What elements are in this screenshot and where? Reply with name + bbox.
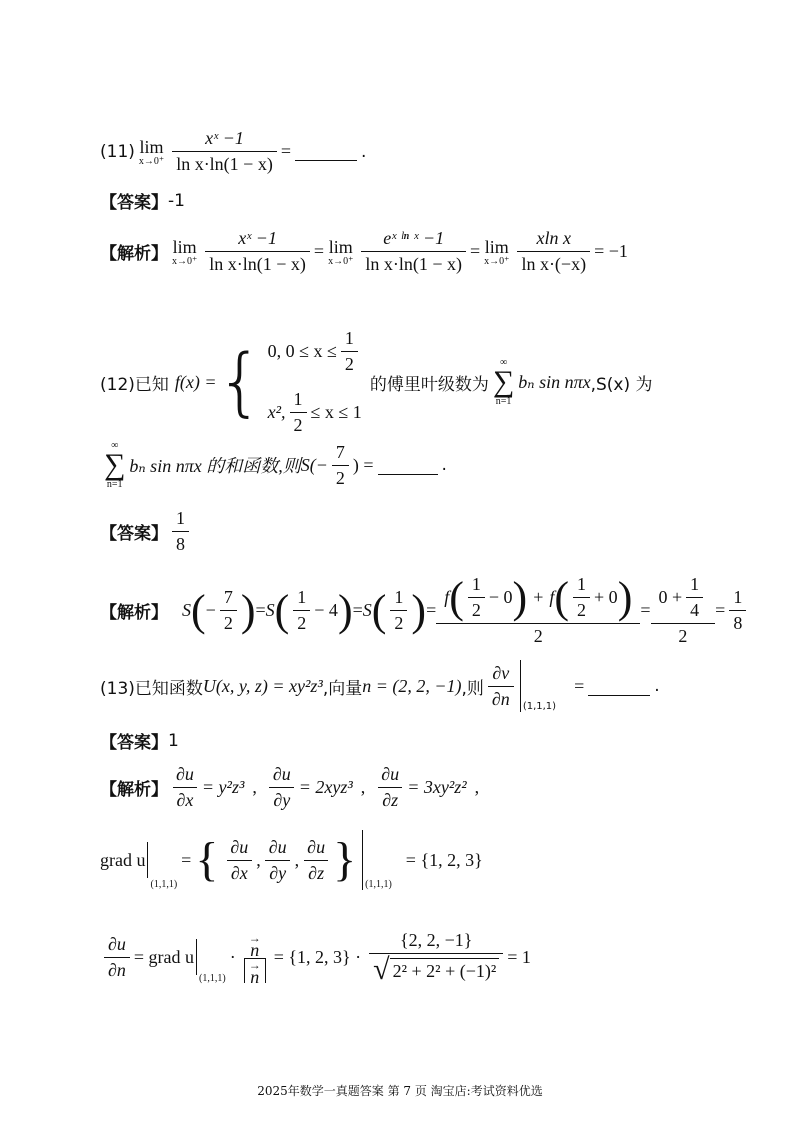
answer-value: 1 — [168, 730, 179, 751]
solution-13: 【解析】 $\frac{\partial u}{\partial x}$ = y²z³ , $\frac{\partial u}{\partial y}$ = 2xyz³ , $\frac{\partial u}{\partial z}$ = 3xy²z² , — [100, 764, 480, 810]
page-footer: 2025年数学一真题答案 第 7 页 淘宝店:考试资料优选 — [257, 1084, 543, 1098]
question-13: (13)已知函数 U(x, y, z) = xy²z³ ,向量 n = (2, 2, −1) ,则 $\frac{\partial v}{\partial n}$ (1,1,1) = . — [100, 660, 660, 712]
solution-11: 【解析】 lim x→0⁺ $\frac{\text{xˣ −1}}{\text{ln x·ln(1 − x)}}$ = lim x→0⁺ $\frac{\text{eˣ ˡⁿ ˣ −1}}{\text{ln x·ln(1 − x)}}$ = lim x→0⁺ $\frac{\text{xln x}}{\text{ln x·(−x)}}$ = −1 — [100, 228, 628, 274]
answer-label: 【答案】 — [100, 193, 168, 213]
question-11: (11) lim x→0⁺ $\frac{\text{xˣ −1}}{\text{ln x·ln(1 − x)}}$ = . — [100, 128, 367, 174]
answer-12 — [100, 508, 193, 555]
answer-label: 【答案】 — [100, 733, 168, 753]
question-label: (11) — [100, 141, 135, 162]
answer-value: -1 — [168, 190, 185, 211]
solution-label: 【解析】 — [100, 780, 168, 800]
answer-blank — [295, 142, 357, 161]
question-label: (12)已知 — [100, 374, 169, 395]
question-12: (12)已知 f(x) = { 0, 0 ≤ x ≤ $\frac{1}{2}$ x², $\frac{1}{2}$ ≤ x ≤ 1 的傅里叶级数为 ∞ ∑ n=1 bₙ sin nπx ,S(x) 为 — [100, 328, 653, 435]
question-12-cont: ∞ ∑ n=1 bₙ sin nπx 的和函数,则 S(− $\frac{7}{2}$ ) = . — [104, 440, 447, 490]
answer-11 — [100, 188, 185, 213]
solution-label: 【解析】 — [100, 603, 168, 623]
piecewise-cases: 0, 0 ≤ x ≤ $\frac{1}{2}$ x², $\frac{1}{2}$ ≤ x ≤ 1 — [267, 328, 362, 435]
limit: lim x→0⁺ — [138, 136, 165, 167]
sum: ∞ ∑ n=1 — [492, 357, 515, 407]
answer-label: 【答案】 — [100, 524, 168, 544]
solution-12: 【解析】 S ( − $\frac{7}{2}$ ) = S ( $\frac{1}{2}$ − 4 ) = S ( $\frac{1}{2}$ ) = f ( $\frac{1}{2}$ − 0 ) + f ( $\frac{1}{2}$ + 0 ) 2 = 0 + $\frac{1}{4}$ 2 = $\frac{1}{8}$ — [100, 574, 750, 647]
answer-blank — [378, 456, 438, 475]
directional-derivative: $\frac{\partial u}{\partial n}$ = grad u (1,1,1) · → n → n = {1, 2, 3} · {2, 2, −1} √ 2² + 2² + (−1)² = 1 — [100, 930, 531, 984]
question-label: (13)已知函数 — [100, 678, 203, 699]
brace: { — [216, 339, 264, 425]
big-fraction: f ( $\frac{1}{2}$ − 0 ) + f ( $\frac{1}{2}$ + 0 ) 2 — [440, 574, 636, 647]
solution-label: 【解析】 — [100, 244, 168, 264]
sum: ∞ ∑ n=1 — [104, 440, 126, 490]
answer-value: $\frac{1}{8}$ — [172, 508, 189, 555]
answer-13 — [100, 728, 179, 753]
gradient-line: grad u (1,1,1) = { $\frac{\partial u}{\partial x}$ , $\frac{\partial u}{\partial y}$ , $\frac{\partial u}{\partial z}$ } (1,1,1) = {1, 2, 3} — [100, 830, 483, 890]
square-root: √ 2² + 2² + (−1)² — [373, 956, 499, 984]
fraction: $\frac{\text{xˣ −1}}{\text{ln x·ln(1 − x)}}$ — [172, 128, 277, 175]
answer-blank — [588, 677, 650, 696]
evaluation-bar: $\frac{\partial v}{\partial n}$ — [484, 660, 521, 712]
